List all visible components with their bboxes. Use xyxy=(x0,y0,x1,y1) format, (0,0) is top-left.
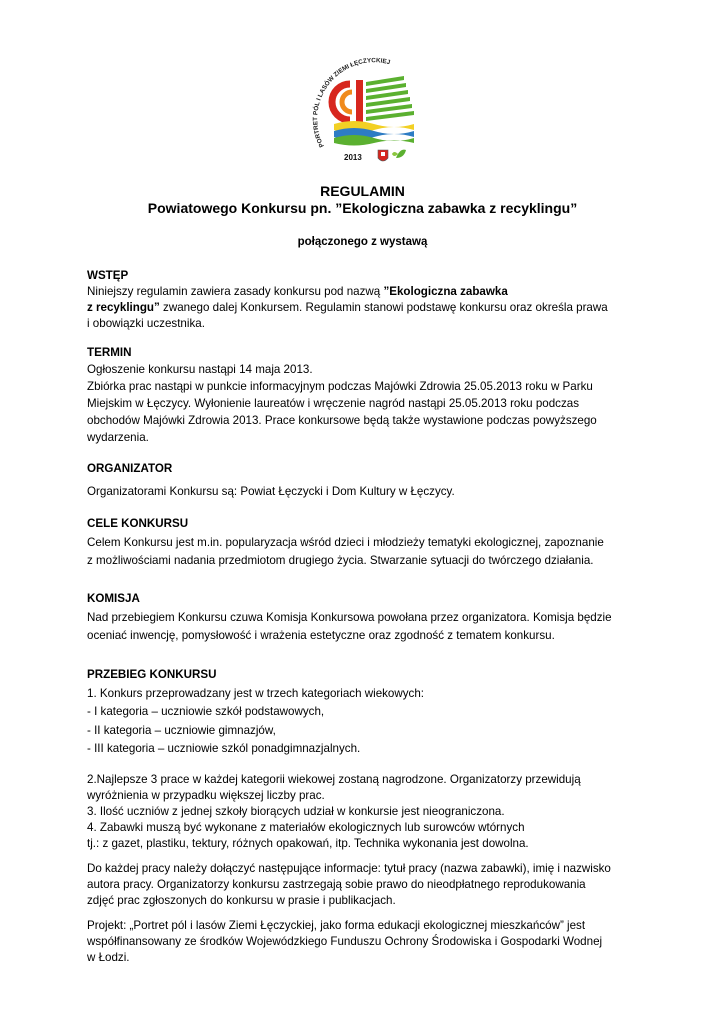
list-item: - II kategoria – uczniowie gimnazjów, xyxy=(87,723,276,737)
paragraph-line: 2.Najlepsze 3 prace w każdej kategorii wiekowej zostaną nagrodzone. Organizatorzy przewidują xyxy=(87,773,581,786)
paragraph-line: Nad przebiegiem Konkursu czuwa Komisja Konkursowa powołana przez organizatora. Komisja będzie xyxy=(87,610,612,624)
paragraph-line: z możliwościami nadania przedmiotom drugiego życia. Stwarzanie sytuacji do twórczego działania. xyxy=(87,554,594,567)
section-przebieg xyxy=(87,666,647,759)
section-przebieg-rules xyxy=(87,772,647,852)
paragraph-line: Niniejszy regulamin zawiera zasady konkursu pod nazwą ”Ekologiczna zabawka xyxy=(87,285,508,298)
logo-year: 2013 xyxy=(344,153,362,162)
section-organizator xyxy=(87,460,647,501)
paragraph-line: oceniać inwencję, pomysłowość i wrażenia estetyczne oraz zgodność z tematem konkursu. xyxy=(87,629,555,642)
paragraph-line: Zbiórka prac nastąpi w punkcie informacyjnym podczas Majówki Zdrowia 25.05.2013 roku w Parku xyxy=(87,380,593,393)
list-item: - I kategoria – uczniowie szkół podstawowych, xyxy=(87,705,325,718)
logo-c-orange xyxy=(342,92,352,112)
section-heading: KOMISJA xyxy=(87,592,140,605)
section-cele xyxy=(87,515,647,571)
section-termin xyxy=(87,344,647,446)
paragraph-line: zdjęć prac zgłoszonych do konkursu w prasie i publikacjach. xyxy=(87,894,396,907)
paragraph-line: i obowiązki uczestnika. xyxy=(87,317,205,330)
paragraph-line: Organizatorami Konkursu są: Powiat Łęczycki i Dom Kultury w Łęczycy. xyxy=(87,484,455,498)
section-komisja xyxy=(87,590,647,646)
section-heading: TERMIN xyxy=(87,346,132,359)
paragraph-projekt xyxy=(87,918,647,966)
paragraph-line: Miejskim w Łęczycy. Wyłonienie laureatów i wręczenie nagród nastąpi 25.05.2013 roku podczas xyxy=(87,397,580,410)
paragraph-line: Celem Konkursu jest m.in. popularyzacja wśród dzieci i młodzieży tematyki ekologicznej, zapoznanie xyxy=(87,535,604,549)
paragraph-line: wyróżnienia w przypadku większej liczby prac. xyxy=(87,789,325,802)
paragraph-line: 3. Ilość uczniów z jednej szkoły biorących udział w konkursie jest nieograniczona. xyxy=(87,805,505,818)
section-wstep xyxy=(87,268,647,332)
section-heading: PRZEBIEG KONKURSU xyxy=(87,668,217,681)
paragraph-line: współfinansowany ze środków Wojewódzkiego Funduszu Ochrony Środowiska i Gospodarki Wodnej xyxy=(87,935,603,948)
document-title: REGULAMIN xyxy=(320,183,405,199)
paragraph-line: Do każdej pracy należy dołączyć następujące informacje: tytuł pracy (nazwa zabawki), imię i nazwisko xyxy=(87,862,611,875)
paragraph-line: obchodów Majówki Zdrowia 2013. Prace konkursowe będą także wystawione podczas powyższego xyxy=(87,414,597,427)
section-heading: CELE KONKURSU xyxy=(87,517,189,530)
paragraph-line: 4. Zabawki muszą być wykonane z materiałów ekologicznych lub surowców wtórnych xyxy=(87,821,525,834)
paragraph-line: Ogłoszenie konkursu nastąpi 14 maja 2013. xyxy=(87,363,313,376)
paragraph-line: tj.: z gazet, plastiku, tektury, różnych opakowań, itp. Technika wykonania jest dowolna. xyxy=(87,837,529,850)
logo-green-stripes xyxy=(366,76,414,121)
document-subtitle: Powiatowego Konkursu pn. ”Ekologiczna zabawka z recyklingu” xyxy=(147,200,578,216)
list-item: - III kategoria – uczniowie szkól ponadgimnazjalnych. xyxy=(87,742,361,755)
section-heading: ORGANIZATOR xyxy=(87,462,173,475)
logo-arc-text: PORTRET PÓL I LASÓW ZIEMI ŁĘCZYCKIEJ xyxy=(312,57,391,149)
paragraph-line: Projekt: „Portret pól i lasów Ziemi Łęczyckiej, jako forma edukacji ekologicznej mieszkańców” jest xyxy=(87,919,586,932)
list-item: 1. Konkurs przeprowadzany jest w trzech kategoriach wiekowych: xyxy=(87,686,425,700)
paragraph-line: z recyklingu” zwanego dalej Konkursem. Regulamin stanowi podstawę konkursu oraz określa prawa xyxy=(87,301,608,314)
logo-i-bar xyxy=(356,80,363,122)
paragraph-line: wydarzenia. xyxy=(87,431,149,444)
contest-logo xyxy=(308,54,436,170)
paragraph-line: w Łodzi. xyxy=(87,951,130,964)
paragraph-line: autora pracy. Organizatorzy konkursu zastrzegają sobie prawo do nieodpłatnego reprodukowania xyxy=(87,878,586,891)
combined-with-exhibition: połączonego z wystawą xyxy=(297,236,428,248)
paragraph-info xyxy=(87,861,647,909)
section-heading: WSTĘP xyxy=(87,269,129,282)
